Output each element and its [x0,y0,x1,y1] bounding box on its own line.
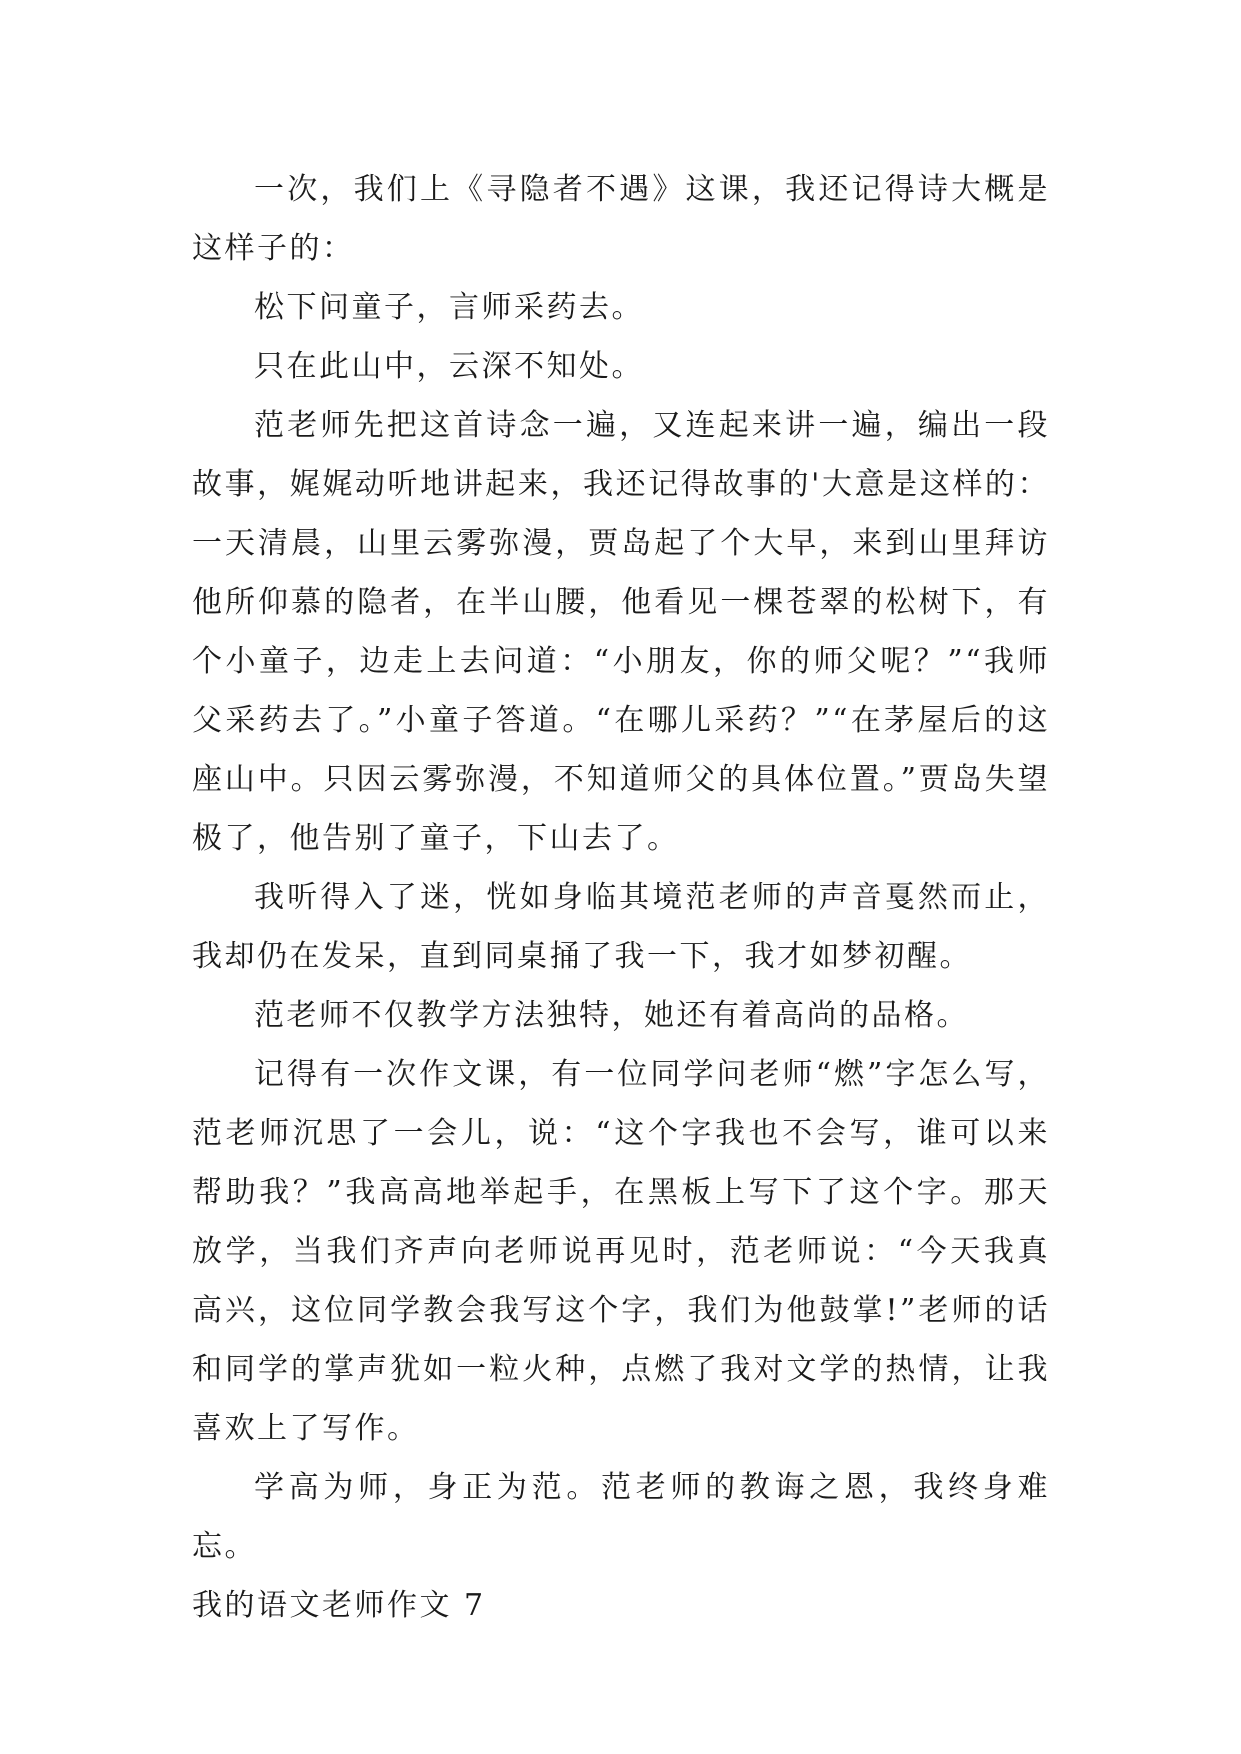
paragraph-story: 范老师先把这首诗念一遍，又连起来讲一遍，编出一段故事，娓娓动听地讲起来，我还记得故事的'大意是这样的：一天清晨，山里云雾弥漫，贾岛起了个大早，来到山里拜访他所仰慕的隐者，在半山腰，他看见一棵苍翠的松树下，有个小童子，边走上去问道：“小朋友，你的师父呢？”“我师父采药去了。”小童子答道。“在哪儿采药？”“在茅屋后的这座山中。只因云雾弥漫，不知道师父的具体位置。”贾岛失望极了，他告别了童子，下山去了。 [192,408,1050,856]
paragraph-intro: 一次，我们上《寻隐者不遇》这课，我还记得诗大概是这样子的： [192,172,1050,266]
next-essay-title: 我的语文老师作文 7 [192,1588,486,1623]
poem-line-2: 只在此山中，云深不知处。 [254,349,644,384]
document-page [192,160,1050,1635]
paragraph-conclusion: 学高为师，身正为范。范老师的教诲之恩，我终身难忘。 [192,1470,1050,1564]
paragraph-listening: 我听得入了迷，恍如身临其境范老师的声音戛然而止，我却仍在发呆，直到同桌捅了我一下，我才如梦初醒。 [192,880,1050,974]
poem-line-1: 松下问童子，言师采药去。 [254,290,644,325]
paragraph-composition-class: 记得有一次作文课，有一位同学问老师“燃”字怎么写，范老师沉思了一会儿，说：“这个字我也不会写，谁可以来帮助我？”我高高地举起手，在黑板上写下了这个字。那天放学，当我们齐声向老师说再见时，范老师说：“今天我真高兴，这位同学教会我写这个字，我们为他鼓掌!”老师的话和同学的掌声犹如一粒火种，点燃了我对文学的热情，让我喜欢上了写作。 [192,1057,1050,1446]
paragraph-character: 范老师不仅教学方法独特，她还有着高尚的品格。 [254,998,969,1033]
